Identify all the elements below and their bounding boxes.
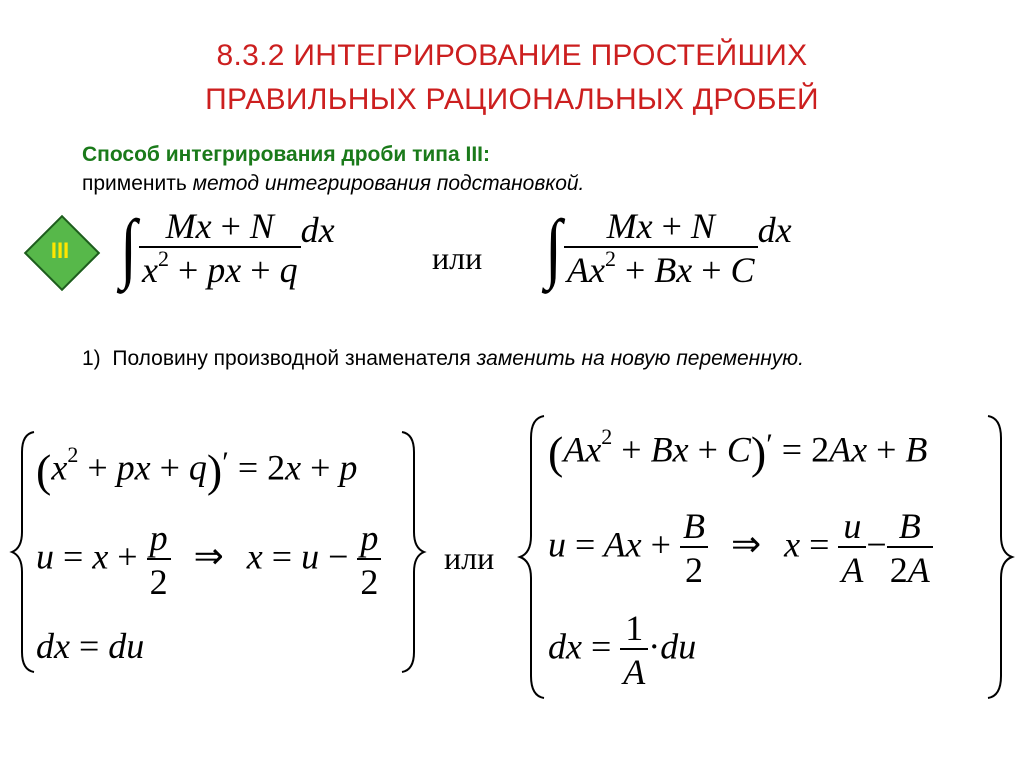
right-eq-derivative: (Ax$^2$ + Bx + C)′ = 2Ax + B	[548, 424, 928, 478]
method-desc-plain: применить	[82, 172, 187, 195]
step-1	[82, 347, 804, 371]
left-brace-icon	[8, 428, 38, 676]
or-label-1: или	[432, 240, 483, 276]
integral-sign: ∫	[545, 205, 562, 291]
right-eq-substitution: u = Ax + $\frac{B}{2}$ ⇒ x = $\frac{u}{A}$ − $\frac{B}{2A}$	[548, 508, 933, 588]
left-eq-differential: dx = du	[36, 626, 145, 666]
integral-formula-1: ∫ $\frac{Mx + N}{x^2 + px + q}$ dx	[120, 205, 335, 291]
integral-sign: ∫	[120, 205, 137, 291]
right-eq-differential: dx = $\frac{1}{A}$ ·du	[548, 608, 697, 692]
step-italic: заменить на новую переменную.	[476, 347, 804, 370]
type-badge-label: III	[50, 238, 70, 263]
title-line-1: 8.3.2 ИНТЕГРИРОВАНИЕ ПРОСТЕЙШИХ	[216, 39, 808, 72]
left-eq-derivative: ($x^2$ + px + q)′ = 2x + p	[36, 442, 358, 496]
slide-title	[0, 34, 1024, 122]
step-number: 1)	[82, 347, 101, 370]
fraction: $\frac{Mx + N}{x^2 + px + q}$	[139, 208, 301, 288]
right-brace-icon	[398, 428, 428, 676]
integral-formula-2: ∫ $\frac{Mx + N}{Ax^2 + Bx + C}$ dx	[545, 205, 792, 291]
right-brace-icon	[984, 412, 1016, 702]
method-desc-italic: метод интегрирования подстановкой.	[192, 172, 585, 195]
title-line-2: ПРАВИЛЬНЫХ РАЦИОНАЛЬНЫХ ДРОБЕЙ	[205, 83, 819, 116]
left-brace-icon	[516, 412, 548, 702]
method-heading: Способ интегрирования дроби типа III:	[82, 143, 490, 166]
or-label-2: или	[444, 540, 495, 576]
method-description	[82, 172, 584, 196]
fraction: $\frac{Mx + N}{Ax^2 + Bx + C}$	[564, 208, 758, 288]
left-eq-substitution: u = x + $\frac{p}{2}$ ⇒ x = u − $\frac{p}{2}$	[36, 520, 381, 600]
type-badge	[24, 215, 96, 287]
step-plain: Половину производной знаменателя	[112, 347, 471, 370]
